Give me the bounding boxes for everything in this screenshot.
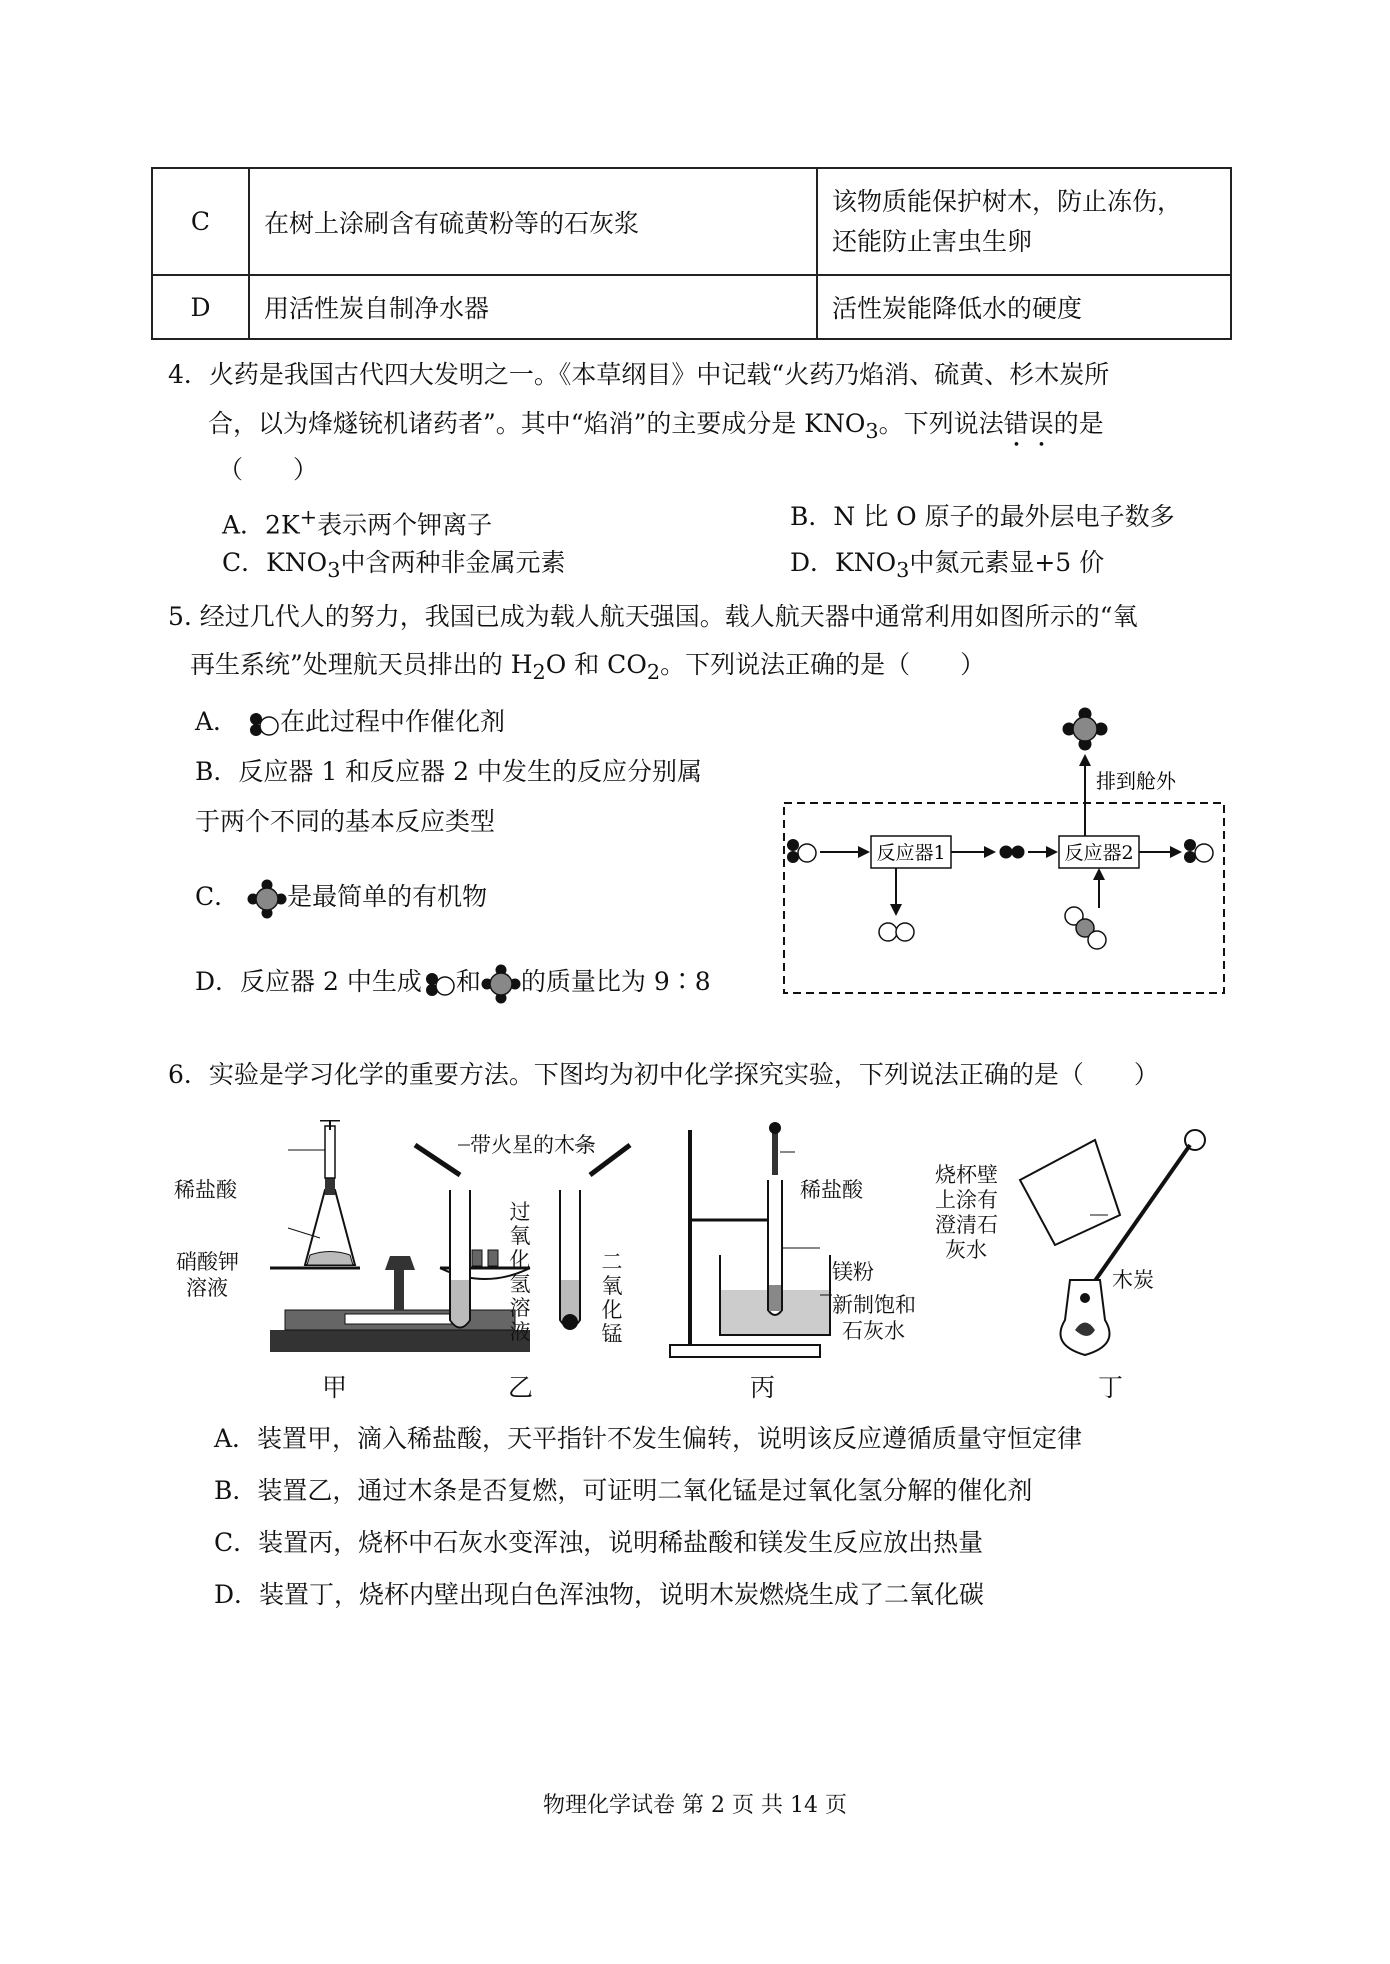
row-letter: C bbox=[152, 168, 249, 275]
water-molecule-icon bbox=[787, 839, 816, 863]
arrowhead-icon bbox=[1170, 846, 1182, 858]
balance-pillar bbox=[394, 1270, 404, 1310]
q4-line2 bbox=[208, 404, 1104, 453]
apparatus-bing bbox=[670, 1122, 832, 1357]
methane-molecule-icon bbox=[1063, 708, 1108, 751]
label-splint: 带火星的木条 bbox=[470, 1133, 596, 1157]
q6-line1: 6．实验是学习化学的重要方法。下图均为初中化学探究实验，下列说法正确的是（ ） bbox=[168, 1060, 1159, 1089]
subscript: 2 bbox=[646, 660, 661, 684]
apparatus-ding bbox=[1020, 1130, 1205, 1355]
row-practice: 用活性炭自制净水器 bbox=[249, 275, 817, 339]
label-beaker-wall: 灰水 bbox=[945, 1238, 987, 1262]
q4-line1: 4．火药是我国古代四大发明之一。《本草纲目》中记载“火药乃焰消、硫黄、杉木炭所 bbox=[168, 360, 1110, 389]
option-text: 的质量比为 9∶8 bbox=[520, 967, 711, 996]
arrowhead-icon bbox=[1079, 754, 1091, 766]
stand-base bbox=[670, 1345, 820, 1357]
arrowhead-icon bbox=[890, 904, 902, 916]
label-limewater: 新制饱和 bbox=[832, 1293, 916, 1317]
water-molecule-icon bbox=[1184, 839, 1213, 863]
q4-option-c bbox=[222, 543, 565, 590]
arrowhead-icon bbox=[858, 846, 870, 858]
balance-scale bbox=[345, 1314, 455, 1324]
q5-option-c bbox=[195, 877, 487, 919]
q5-option-a bbox=[195, 702, 505, 742]
caption-bing: 丙 bbox=[750, 1373, 776, 1402]
tongs-handle bbox=[1185, 1130, 1205, 1150]
q5-text: 再生系统”处理航天员排出的 H bbox=[190, 650, 533, 679]
oxygen-molecule-icon bbox=[879, 923, 914, 941]
methane-molecule-icon bbox=[481, 964, 521, 1004]
q5-option-d bbox=[195, 962, 711, 1004]
label-beaker-wall: 上涂有 bbox=[935, 1188, 998, 1212]
row-letter: D bbox=[152, 275, 249, 339]
q5-option-b-line2: 于两个不同的基本反应类型 bbox=[195, 807, 496, 836]
reason-line: 该物质能保护树木，防止冻伤， bbox=[832, 186, 1183, 216]
label-charcoal: 木炭 bbox=[1112, 1268, 1154, 1292]
label-acid: 稀盐酸 bbox=[800, 1178, 863, 1202]
reactor-1-label: 反应器1 bbox=[876, 842, 946, 864]
row-reason: 活性炭能降低水的硬度 bbox=[817, 275, 1231, 339]
weight bbox=[472, 1250, 482, 1266]
splint-right bbox=[590, 1145, 630, 1175]
q4-text: 合，以为烽燧铳机诸药者”。其中“焰消”的主要成分是 KNO bbox=[208, 409, 866, 438]
table-row bbox=[152, 275, 1231, 339]
weight bbox=[488, 1250, 498, 1266]
arrowhead-icon bbox=[1046, 846, 1058, 858]
reason-line: 还能防止害虫生卵 bbox=[832, 226, 1033, 256]
option-text: 在此过程中作催化剂 bbox=[280, 707, 506, 736]
option-text: 中含两种非金属元素 bbox=[340, 548, 566, 577]
charcoal bbox=[1080, 1293, 1090, 1303]
dropper bbox=[772, 1130, 778, 1175]
h2o2-solution bbox=[451, 1280, 469, 1327]
q4-text: 。下列说法 bbox=[878, 409, 1004, 438]
option-text: D．KNO bbox=[790, 548, 897, 577]
option-text: 表示两个钾离子 bbox=[317, 510, 493, 540]
option-text: 和 bbox=[455, 967, 481, 996]
label-acid: 稀盐酸 bbox=[174, 1178, 237, 1202]
flask-solution bbox=[307, 1252, 353, 1266]
label-kno3: 溶液 bbox=[186, 1276, 228, 1300]
label-h2o2: 过氧化氢溶液 bbox=[509, 1200, 531, 1344]
arrowhead-icon bbox=[1093, 868, 1105, 880]
caption-jia: 甲 bbox=[322, 1373, 348, 1402]
q6-option-c: C．装置丙，烧杯中石灰水变浑浊，说明稀盐酸和镁发生反应放出热量 bbox=[214, 1528, 984, 1557]
q4-option-a bbox=[222, 497, 492, 545]
option-text: C． bbox=[195, 882, 240, 911]
methane-molecule-icon bbox=[247, 879, 287, 919]
experiment-figures bbox=[160, 1120, 1230, 1410]
q5-option-b-line1: B．反应器 1 和反应器 2 中发生的反应分别属 bbox=[195, 757, 702, 786]
vent-label: 排到舱外 bbox=[1096, 769, 1176, 793]
label-limewater: 石灰水 bbox=[842, 1319, 905, 1343]
option-text: C．KNO bbox=[222, 548, 328, 577]
q6-option-a: A．装置甲，滴入稀盐酸，天平指针不发生偏转，说明该反应遵循质量守恒定律 bbox=[214, 1424, 1083, 1453]
q4-emphasis: 错误 bbox=[1003, 409, 1054, 438]
reactor-2-label: 反应器2 bbox=[1064, 842, 1134, 864]
label-mg: 镁粉 bbox=[832, 1260, 874, 1284]
subscript: 3 bbox=[327, 558, 341, 582]
q4-option-b: B．N 比 O 原子的最外层电子数多 bbox=[790, 502, 1175, 531]
label-mno2: 二氧化锰 bbox=[601, 1250, 623, 1346]
q4-paren: （ ） bbox=[218, 455, 319, 484]
subscript: 2 bbox=[532, 660, 546, 684]
water-molecule-icon bbox=[422, 968, 456, 1000]
option-text: 中氮元素显+5 价 bbox=[909, 548, 1105, 577]
mno2-powder bbox=[562, 1314, 578, 1330]
water-molecule-icon bbox=[246, 708, 280, 740]
gas-jar bbox=[1061, 1280, 1110, 1355]
option-text: D．反应器 2 中生成 bbox=[195, 967, 422, 996]
option-text: A．2K bbox=[222, 510, 300, 540]
caption-yi: 乙 bbox=[508, 1373, 534, 1402]
row-practice: 在树上涂刷含有硫黄粉等的石灰浆 bbox=[249, 168, 817, 275]
subscript: 3 bbox=[865, 419, 879, 443]
syringe bbox=[325, 1126, 335, 1178]
q6-option-b: B．装置乙，通过木条是否复燃，可证明二氧化锰是过氧化氢分解的催化剂 bbox=[214, 1476, 1033, 1505]
q4-option-d bbox=[790, 543, 1104, 590]
label-kno3: 硝酸钾 bbox=[176, 1250, 239, 1274]
balance-base bbox=[270, 1330, 530, 1352]
system-boundary bbox=[784, 803, 1224, 993]
arrowhead-icon bbox=[984, 846, 996, 858]
row-reason bbox=[817, 168, 1231, 275]
option-text: A． bbox=[195, 707, 239, 736]
splint-left bbox=[415, 1145, 460, 1175]
q5-text: O 和 CO bbox=[545, 650, 647, 679]
hydrogen-molecule-icon bbox=[1000, 846, 1025, 859]
inverted-beaker bbox=[1020, 1140, 1120, 1245]
subscript: 3 bbox=[896, 558, 910, 582]
options-table bbox=[151, 167, 1232, 340]
dropper-bulb bbox=[769, 1122, 781, 1134]
q4-text: 的是 bbox=[1053, 409, 1104, 438]
balance-pointer bbox=[385, 1256, 415, 1270]
superscript: + bbox=[299, 505, 318, 529]
q5-text: 。下列说法正确的是（ ） bbox=[660, 650, 986, 679]
table-row bbox=[152, 168, 1231, 275]
q5-line1: 5. 经过几代人的努力，我国已成为载人航天强国。载人航天器中通常利用如图所示的“氧 bbox=[168, 602, 1138, 631]
q6-option-d: D．装置丁，烧杯内壁出现白色浑浊物，说明木炭燃烧生成了二氧化碳 bbox=[214, 1580, 985, 1609]
mg-powder bbox=[769, 1285, 781, 1311]
label-beaker-wall: 澄清石 bbox=[935, 1213, 998, 1237]
co2-molecule-icon bbox=[1065, 907, 1106, 949]
label-beaker-wall: 烧杯壁 bbox=[935, 1163, 998, 1187]
option-text: 是最简单的有机物 bbox=[287, 882, 488, 911]
oxygen-regeneration-diagram bbox=[780, 690, 1230, 1000]
caption-ding: 丁 bbox=[1098, 1373, 1124, 1402]
page-footer: 物理化学试卷 第 2 页 共 14 页 bbox=[543, 1793, 847, 1818]
q5-line2 bbox=[190, 645, 985, 692]
